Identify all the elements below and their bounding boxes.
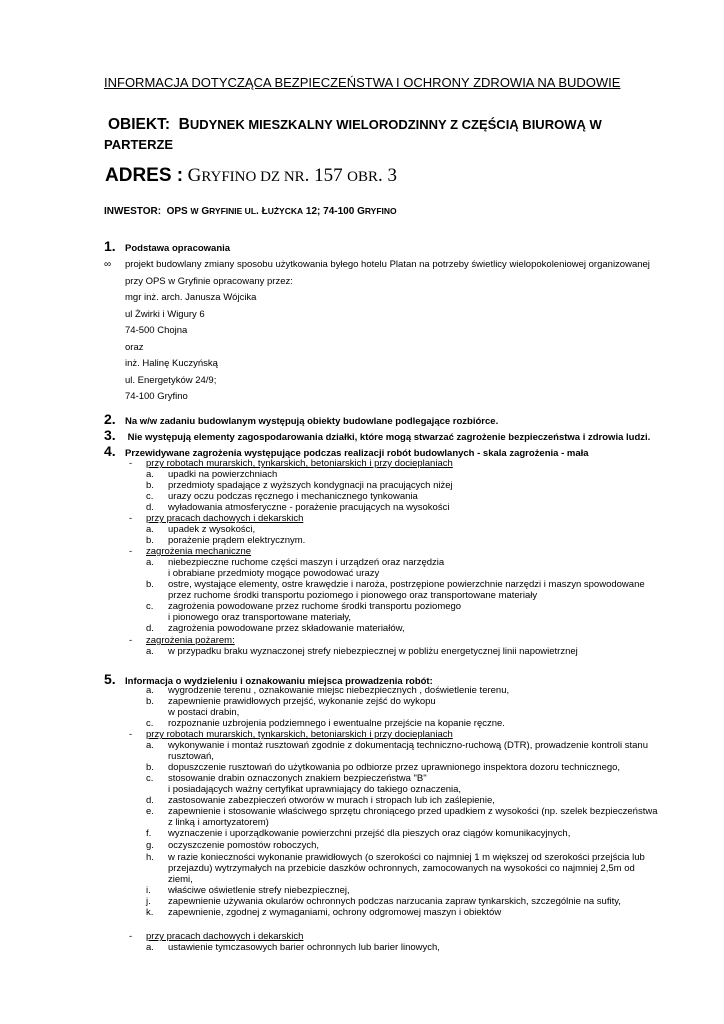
list-item	[146, 795, 495, 806]
measure-group	[129, 931, 303, 942]
hazard-group	[129, 546, 251, 557]
section-2-heading	[104, 411, 498, 427]
inwestor-l: . Ł	[256, 206, 268, 217]
item-text: urazy oczu podczas ręcznego i mechanicznego tynkowania	[168, 491, 418, 502]
dash-bullet: -	[129, 458, 133, 469]
item-letter: b.	[146, 579, 154, 590]
item-text: wygrodzenie terenu , oznakowanie miejsc niebezpiecznych , doświetlenie terenu,	[168, 685, 510, 696]
item-text: niebezpieczne ruchome części maszyn i urządzeń oraz narzędzia i obrabiane przedmioty mogące powodować urazy	[168, 557, 445, 579]
item-letter: a.	[146, 685, 154, 696]
list-item	[146, 685, 509, 696]
list-item	[146, 535, 305, 546]
obiekt-line-2: PARTERZE	[104, 137, 174, 152]
section-title: Na w/w zadaniu budowlanym występują obiekty budowlane podlegające rozbiórce.	[125, 416, 499, 427]
dash-bullet: -	[129, 931, 133, 942]
list-item	[146, 480, 453, 491]
section-number: 4.	[104, 443, 116, 459]
section-3-heading	[104, 427, 650, 443]
item-letter: b.	[146, 480, 154, 491]
item-text: oczyszczenie pomostów roboczych,	[168, 840, 320, 851]
list-item	[146, 806, 658, 828]
obiekt-text: UDYNEK MIESZKALNY WIELORODZINNY Z CZĘŚCIĄ BIUROWĄ W	[189, 117, 602, 132]
hazard-group-label: zagrożenia mechaniczne	[146, 546, 252, 557]
obiekt-initial: B	[178, 116, 190, 133]
adres-text-2: OBR	[347, 169, 378, 185]
inwestor-text-2: UŻYCKA	[267, 206, 304, 216]
section-title: Nie występują elementy zagospodarowania działki, które mogą stwarzać zagrożenie bezpieczeństwa i zdrowia ludzi.	[125, 432, 651, 443]
item-text: dopuszczenie rusztowań do użytkowania po odbiorze przez uprawnionego inspektora dozoru technicznego,	[168, 762, 621, 773]
item-letter: b.	[146, 535, 154, 546]
inwestor-line	[104, 206, 397, 217]
item-text: wykonywanie i montaż rusztowań zgodnie z dokumentacją techniczno-ruchową (DTR), prowadzenie kontroli stanu rusztowań,	[168, 740, 648, 762]
item-text: ostre, wystające elementy, ostre krawędzie i naroża, postrzępione powierzchnie narzędzi i maszyn spowodowane przez ruchome środki transportu poziomego i pionowego oraz transportowane materiały	[168, 579, 645, 601]
item-letter: b.	[146, 762, 154, 773]
item-text: przedmioty spadające z wyższych kondygnacji na pracujących niżej	[168, 480, 453, 491]
item-letter: a.	[146, 942, 154, 953]
item-text: wyznaczenie i uporządkowanie powierzchni przejść dla pieszych oraz ciągów komunikacyjnych,	[168, 828, 571, 839]
item-letter: f.	[146, 828, 152, 839]
adres-number-2: . 3	[377, 165, 397, 186]
item-letter: d.	[146, 502, 154, 513]
section-title: Podstawa opracowania	[125, 243, 231, 254]
hazard-group	[129, 513, 303, 524]
adres-text-1: RYFINO DZ NR	[201, 169, 305, 185]
item-letter: d.	[146, 795, 154, 806]
list-item	[146, 885, 350, 896]
measure-group-label: przy robotach murarskich, tynkarskich, betoniarskich i przy docieplaniach	[146, 729, 453, 740]
hazard-group-label: zagrożenia pożarem:	[146, 635, 235, 646]
section-4-heading	[104, 443, 589, 459]
item-text: upadki na powierzchniach	[168, 469, 278, 480]
item-text: w przypadku braku wyznaczonej strefy niebezpiecznej w pobliżu energetycznej linii napowietrznej	[168, 646, 578, 657]
adres-number: . 157	[304, 165, 343, 186]
list-item	[146, 840, 319, 851]
basis-line: 74-100 Gryfino	[125, 391, 188, 402]
basis-line: ul. Energetyków 24/9;	[125, 375, 217, 386]
dash-bullet: -	[129, 635, 133, 646]
list-item	[146, 773, 461, 795]
item-text: zagrożenia powodowane przez składowanie materiałów,	[168, 623, 405, 634]
basis-line: mgr inż. arch. Janusza Wójcika	[125, 292, 257, 303]
list-item	[146, 623, 405, 634]
list-item	[146, 601, 461, 623]
list-item	[146, 557, 444, 579]
dash-bullet: -	[129, 513, 133, 524]
list-item	[146, 740, 648, 762]
item-text: ustawienie tymczasowych barier ochronnych lub barier linowych,	[168, 942, 440, 953]
item-letter: h.	[146, 852, 154, 863]
inwestor-label: INWESTOR:	[104, 206, 162, 217]
section-number: 2.	[104, 411, 116, 427]
hazard-group	[129, 635, 235, 646]
item-text: zapewnienie prawidłowych przejść, wykonanie zejść do wykopu w postaci drabin,	[168, 696, 436, 718]
item-text: zapewnienie i stosowanie właściwego sprzętu chroniącego przed upadkiem z wysokości (np. szelek bezpieczeństwa z linką i amortyzatorem)	[168, 806, 658, 828]
basis-line: przy OPS w Gryfinie opracowany przez:	[125, 276, 293, 287]
item-letter: j.	[146, 896, 151, 907]
measure-group-label: przy pracach dachowych i dekarskich	[146, 931, 304, 942]
item-text: w razie konieczności wykonanie prawidłowych (o szerokości co najmniej 1 m większej od szerokości przejścia lub przejazdu) wytrzymałych na przebicie daszków ochronnych, zamocowanych na wysokości co najmniej 2,5m od ziemi,	[168, 852, 645, 885]
list-item	[146, 852, 645, 885]
dash-bullet: -	[129, 729, 133, 740]
item-text: porażenie prądem elektrycznym.	[168, 535, 306, 546]
hazard-group-label: przy robotach murarskich, tynkarskich, betoniarskich i przy docieplaniach	[146, 458, 453, 469]
item-text: rozpoznanie uzbrojenia podziemnego i ewentualne przejście na kopanie ręczne.	[168, 718, 505, 729]
item-letter: c.	[146, 491, 154, 502]
item-letter: b.	[146, 696, 154, 707]
item-letter: c.	[146, 773, 154, 784]
section-title: Informacja o wydzieleniu i oznakowaniu miejsca prowadzenia robót:	[125, 676, 433, 687]
list-item	[146, 524, 255, 535]
item-text: zapewnienie, zgodnej z wymaganiami, ochrony odgromowej maszyn i obiektów	[168, 907, 502, 918]
list-item	[146, 718, 505, 729]
inwestor-g2: G	[357, 206, 365, 217]
list-item	[146, 579, 645, 601]
list-item	[146, 696, 436, 718]
basis-line: oraz	[125, 342, 144, 353]
item-letter: i.	[146, 885, 151, 896]
item-letter: e.	[146, 806, 154, 817]
dash-bullet: -	[129, 546, 133, 557]
list-item	[146, 762, 620, 773]
adres-initial: G	[187, 165, 202, 186]
hazard-group	[129, 458, 453, 469]
item-text: zapewnienie używania okularów ochronnych podczas narzucania zapraw tynkarskich, szczególnie na sufity,	[168, 896, 621, 907]
list-item	[146, 469, 277, 480]
section-number: 3.	[104, 427, 116, 443]
hazard-group-label: przy pracach dachowych i dekarskich	[146, 513, 304, 524]
item-letter: a.	[146, 646, 154, 657]
section-1-heading	[104, 238, 230, 254]
inwestor-g1: G	[201, 206, 210, 217]
list-item	[146, 828, 570, 839]
item-letter: c.	[146, 601, 154, 612]
item-text: zagrożenia powodowane przez ruchome środki transportu poziomego i pionowego oraz transportowane materiały,	[168, 601, 462, 623]
list-item	[146, 646, 578, 657]
item-text: wyładowania atmosferyczne - porażenie pracujących na wysokości	[168, 502, 450, 513]
inwestor-text-3: RYFINO	[364, 206, 397, 216]
basis-line: inż. Halinę Kuczyńską	[125, 358, 218, 369]
obiekt-line	[108, 116, 602, 134]
inwestor-address: 12; 74-100	[305, 206, 355, 217]
item-letter: a.	[146, 524, 154, 535]
item-letter: d.	[146, 623, 154, 634]
item-letter: a.	[146, 740, 154, 751]
measure-group	[129, 729, 453, 740]
adres-label: ADRES :	[105, 165, 184, 186]
inwestor-w: W	[190, 206, 199, 216]
section-number: 5.	[104, 671, 116, 687]
item-letter: k.	[146, 907, 154, 918]
item-letter: g.	[146, 840, 154, 851]
section-number: 1.	[104, 238, 116, 254]
adres-line	[105, 165, 397, 187]
basis-line: 74-500 Chojna	[125, 325, 188, 336]
list-item	[146, 942, 440, 953]
item-letter: c.	[146, 718, 154, 729]
item-text: właściwe oświetlenie strefy niebezpiecznej,	[168, 885, 350, 896]
infinity-bullet-icon: ∞	[104, 259, 112, 270]
list-item	[146, 502, 449, 513]
item-text: upadek z wysokości,	[168, 524, 256, 535]
item-text: zastosowanie zabezpieczeń otworów w murach i stropach lub ich zaślepienie,	[168, 795, 495, 806]
inwestor-ops: OPS	[166, 206, 188, 217]
list-item	[146, 907, 501, 918]
basis-line: projekt budowlany zmiany sposobu użytkowania byłego hotelu Platan na potrzeby świetlicy wielopokoleniowej organizowanej	[125, 259, 650, 270]
item-letter: a.	[146, 469, 154, 480]
inwestor-text-1: RYFINIE UL	[209, 206, 257, 216]
list-item	[146, 896, 621, 907]
section-title: Przewidywane zagrożenia występujące podczas realizacji robót budowlanych - skala zagrożenia - mała	[125, 448, 589, 459]
list-item	[146, 491, 418, 502]
basis-line: ul Żwirki i Wigury 6	[125, 309, 205, 320]
item-letter: a.	[146, 557, 154, 568]
document-heading: INFORMACJA DOTYCZĄCA BEZPIECZEŃSTWA I OCHRONY ZDROWIA NA BUDOWIE	[104, 75, 621, 90]
obiekt-label: OBIEKT:	[108, 116, 170, 133]
item-text: stosowanie drabin oznaczonych znakiem bezpieczeństwa "B" i posiadających ważny certyfikat uprawniający do takiego oznaczenia,	[168, 773, 462, 795]
